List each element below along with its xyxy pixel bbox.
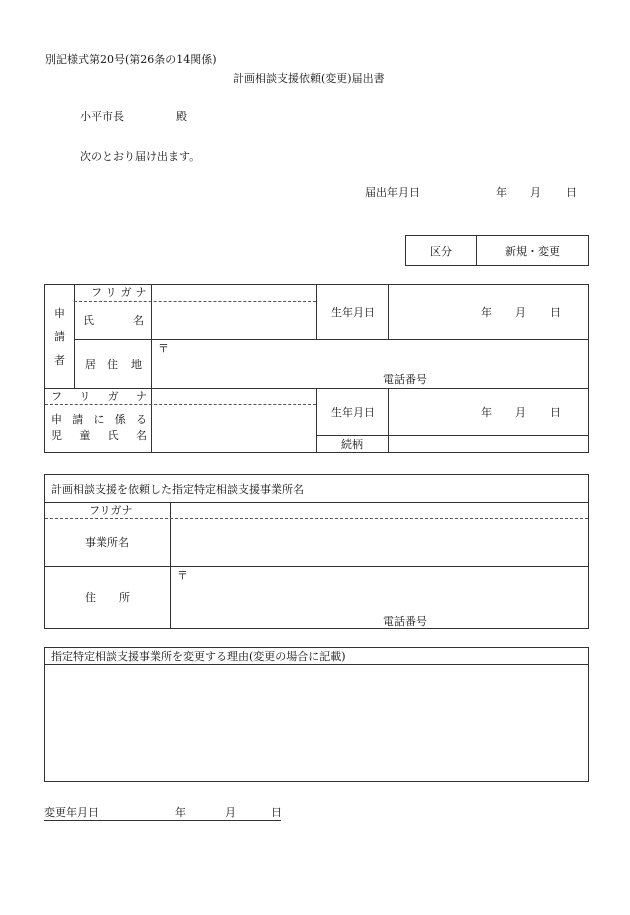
office-table: [44, 474, 589, 629]
applicant-name-label-1: 氏: [83, 314, 94, 327]
kubun-table: [405, 235, 589, 266]
kubun-value[interactable]: 新規・変更: [477, 236, 589, 266]
applicant-name-field[interactable]: [153, 303, 314, 338]
office-address-label-1: 住: [85, 591, 96, 604]
child-birth-month: 月: [515, 406, 526, 419]
child-birth-field[interactable]: [390, 390, 586, 434]
child-relation-label: 続柄: [341, 438, 363, 451]
applicant-birth-field[interactable]: [390, 286, 586, 338]
child-furigana-label: フ リ ガ ナ: [51, 390, 147, 403]
applicant-birth-day: 日: [550, 306, 561, 319]
office-name-field[interactable]: [172, 520, 586, 565]
applicant-address-label-2: 住: [107, 358, 118, 371]
reason-table: [44, 647, 589, 782]
office-furigana-field[interactable]: [172, 503, 586, 517]
child-furigana-field[interactable]: [153, 390, 314, 403]
submission-day: 日: [566, 186, 577, 199]
applicant-address-label-3: 地: [131, 358, 142, 371]
office-section-title: 計画相談支援を依頼した指定特定相談支援事業所名: [51, 483, 304, 496]
office-address-label-2: 所: [119, 591, 130, 604]
applicant-side-label-1: 申: [54, 307, 65, 320]
child-name-label-line1: 申 請 に 係 る: [51, 413, 147, 426]
office-name-label: 事業所名: [85, 536, 129, 549]
child-relation-field[interactable]: [390, 437, 586, 451]
child-name-field[interactable]: [153, 406, 314, 451]
applicant-furigana-label: フリガナ: [91, 286, 151, 299]
applicant-postal-mark: 〒: [158, 342, 169, 355]
submission-year: 年: [496, 186, 507, 199]
applicant-birth-year: 年: [481, 306, 492, 319]
reason-field[interactable]: [47, 667, 586, 779]
child-birth-year: 年: [481, 406, 492, 419]
applicant-phone-label: 電話番号: [383, 373, 427, 386]
submission-date-label: 届出年月日: [365, 186, 420, 199]
applicant-birth-month: 月: [515, 306, 526, 319]
submission-month: 月: [530, 186, 541, 199]
applicant-address-label-1: 居: [85, 358, 96, 371]
child-name-label-line2: 児 童 氏 名: [51, 429, 147, 442]
child-birth-day: 日: [550, 406, 561, 419]
change-year: 年: [175, 806, 186, 819]
intro-text: 次のとおり届け出ます。: [80, 150, 201, 163]
applicant-side-label-3: 者: [54, 354, 65, 367]
office-address-field[interactable]: [172, 568, 586, 627]
honorific: 殿: [176, 110, 187, 123]
office-postal-mark: 〒: [177, 569, 188, 582]
applicant-address-field[interactable]: [153, 341, 586, 387]
kubun-label: 区分: [406, 236, 477, 266]
change-date-label: 変更年月日: [44, 806, 99, 819]
reason-section-title: 指定特定相談支援事業所を変更する理由(変更の場合に記載): [51, 650, 346, 663]
applicant-side-label-2: 請: [54, 330, 65, 343]
change-date-line: [44, 806, 281, 821]
change-day: 日: [271, 806, 282, 819]
applicant-name-label-2: 名: [133, 314, 144, 327]
applicant-table: [44, 284, 589, 453]
page-title: 計画相談支援依頼(変更)届出書: [233, 72, 385, 85]
addressee: 小平市長: [80, 110, 124, 123]
office-furigana-label: フリガナ: [89, 504, 133, 517]
applicant-birth-label: 生年月日: [331, 306, 375, 319]
child-birth-label: 生年月日: [331, 406, 375, 419]
change-month: 月: [225, 806, 236, 819]
applicant-furigana-field[interactable]: [153, 286, 314, 300]
office-phone-label: 電話番号: [383, 615, 427, 628]
form-reference: 別記様式第20号(第26条の14関係): [45, 53, 217, 66]
